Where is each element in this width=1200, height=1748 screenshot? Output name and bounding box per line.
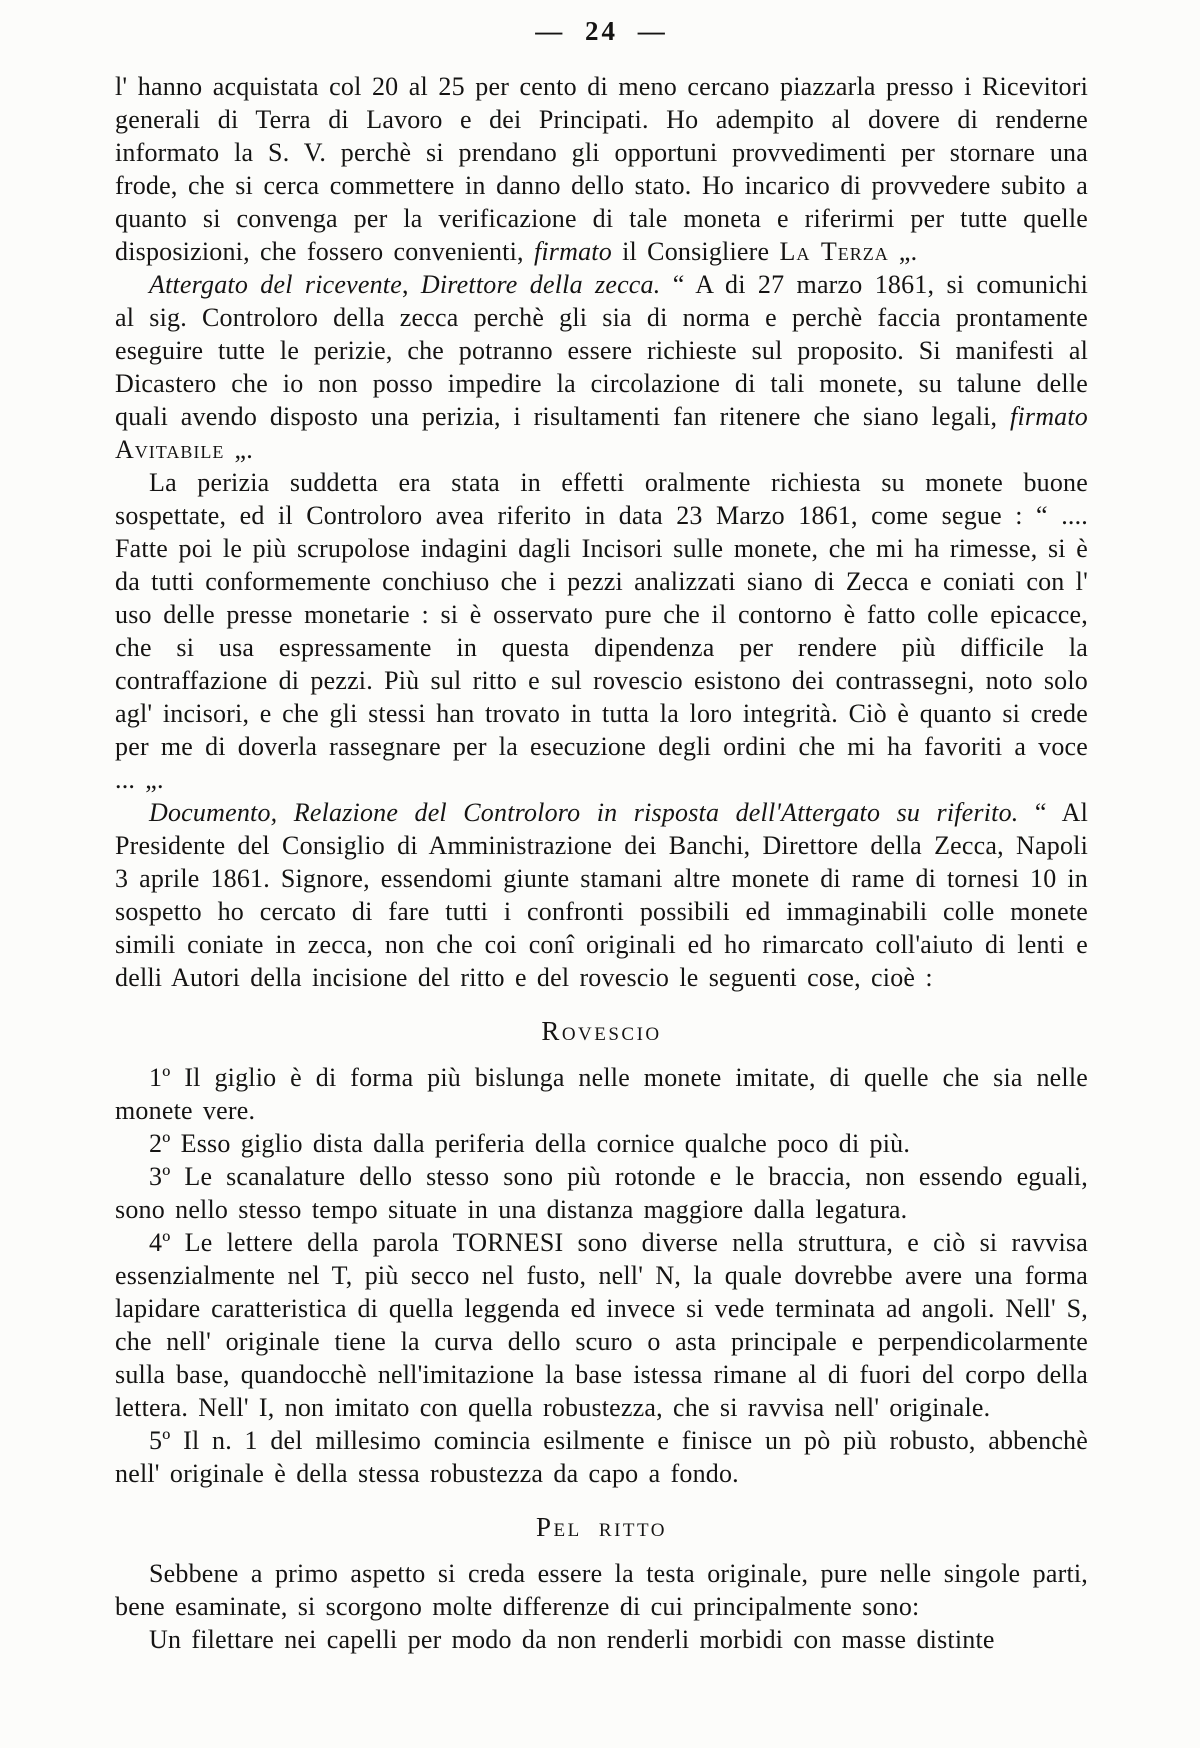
text-run: il Consigliere xyxy=(611,237,780,266)
text-run: 3º Le scanalature dello stesso sono più rotonde e le braccia, non essendo eguali, sono nello stesso tempo situate in una distanza maggiore dalla legatura. xyxy=(115,1162,1088,1224)
paragraph xyxy=(115,1557,1088,1623)
paragraph xyxy=(115,1160,1088,1226)
section-heading: Rovescio xyxy=(541,1016,662,1046)
text-run: „. xyxy=(224,435,253,464)
italic-text: Attergato del ricevente xyxy=(149,270,402,299)
section-heading: Pel ritto xyxy=(535,1512,668,1542)
text-run: , xyxy=(401,270,421,299)
italic-text: firmato xyxy=(1010,402,1088,431)
smallcaps-text: La Terza xyxy=(779,237,889,266)
smallcaps-text: Avitabile xyxy=(115,435,225,464)
paragraph xyxy=(115,1424,1088,1490)
italic-text: Direttore della zecca. xyxy=(420,270,661,299)
paragraph xyxy=(115,1061,1088,1127)
text-run: „. xyxy=(888,237,918,266)
text-run: 2º Esso giglio dista dalla periferia della cornice qualche poco di più. xyxy=(149,1129,911,1158)
paragraph xyxy=(115,268,1088,466)
text-run: La perizia suddetta era stata in effetti oralmente richiesta su monete buone sospettate, ed il Controloro avea riferito in data 23 Marzo 1861, come segue : “ .... Fatte poi le più scrupolose indagini dagli Incisori sulle monete, che mi ha rimesse, si è da tutti conformemente conchiuso che i pezzi analizzati siano di Zecca e coniati con l' uso delle presse monetarie : si è osservato pure che il contorno è fatto colle epicacce, che si usa espressamente in questa dipendenza per rendere più difficile la contraffazione di pezzi. Più sul ritto e sul rovescio esistono dei contrassegni, noto solo agl' incisori, e che gli stessi han trovato in tutta la loro integrità. Ciò è quanto si crede per me di doverla rassegnare per la esecuzione degli ordini che mi ha favoriti a voce ... „. xyxy=(115,468,1088,794)
text-run: Sebbene a primo aspetto si creda essere la testa originale, pure nelle singole parti, bene esaminate, si scorgono molte differenze di cui principalmente sono: xyxy=(115,1559,1088,1621)
paragraph xyxy=(115,1226,1088,1424)
paragraph xyxy=(115,466,1088,796)
text-run: “ Al Presidente del Consiglio di Amministrazione dei Banchi, Direttore della Zecca, Napoli 3 aprile 1861. Signore, essendomi giunte stamani altre monete di rame di tornesi 10 in sospetto ho cercato di fare tutti i confronti possibili ed immaginabili colle monete simili coniate in zecca, non che coi conî originali ed ho rimarcato coll'aiuto di lenti e delli Autori della incisione del ritto e del rovescio le seguenti cose, cioè : xyxy=(115,798,1088,992)
italic-text: Documento, Relazione del Controloro in risposta dell'Attergato su riferito. xyxy=(149,798,1019,827)
paragraph xyxy=(115,70,1088,268)
text-run: 4º Le lettere della parola TORNESI sono diverse nella struttura, e ciò si ravvisa essenzialmente nel T, più secco nel fusto, nell' N, la quale dovrebbe avere una forma lapidare caratteristica di quella leggenda ed invece si vede terminata ad angoli. Nell' S, che nell' originale tiene la curva dello scuro o asta principale e perpendicolarmente sulla base, quandocchè nell'imitazione la base istessa rimane al di fuori del corpo della lettera. Nell' I, non imitato con quella robustezza, che si ravvisa nell' originale. xyxy=(115,1228,1088,1422)
text-run: Un filettare nei capelli per modo da non renderli morbidi con masse distinte xyxy=(149,1625,995,1654)
italic-text: firmato xyxy=(533,237,612,266)
paragraph xyxy=(115,796,1088,994)
document-body xyxy=(115,70,1088,1656)
paragraph xyxy=(115,1623,1088,1656)
text-run: 1º Il giglio è di forma più bislunga nelle monete imitate, di quelle che sia nelle monete vere. xyxy=(115,1063,1088,1125)
text-run: l' hanno acquistata col 20 al 25 per cento di meno cercano piazzarla presso i Ricevitori generali di Terra di Lavoro e dei Principati. Ho adempito al dovere di renderne informato la S. V. perchè si prendano gli opportuni provvedimenti per stornare una frode, che si cerca commettere in danno dello stato. Ho incarico di provvedere subito a quanto si convenga per la verificazione di tale moneta e riferirmi per tutte quelle disposizioni, che fossero convenienti, xyxy=(115,72,1088,266)
page-number-header: — 24 — xyxy=(535,16,668,46)
text-run: “ A di 27 marzo 1861, si comunichi al sig. Controloro della zecca perchè gli sia di norma e perchè faccia prontamente eseguire tutte le perizie, che potranno essere richieste sul proposito. Si manifesti al Dicastero che io non posso impedire la circolazione di tali monete, su talune delle quali avendo disposto una perizia, i risultamenti fan ritenere che siano legali, xyxy=(115,270,1088,431)
text-run: 5º Il n. 1 del millesimo comincia esilmente e finisce un pò più robusto, abbenchè nell' originale è della stessa robustezza da capo a fondo. xyxy=(115,1426,1088,1488)
paragraph xyxy=(115,1127,1088,1160)
